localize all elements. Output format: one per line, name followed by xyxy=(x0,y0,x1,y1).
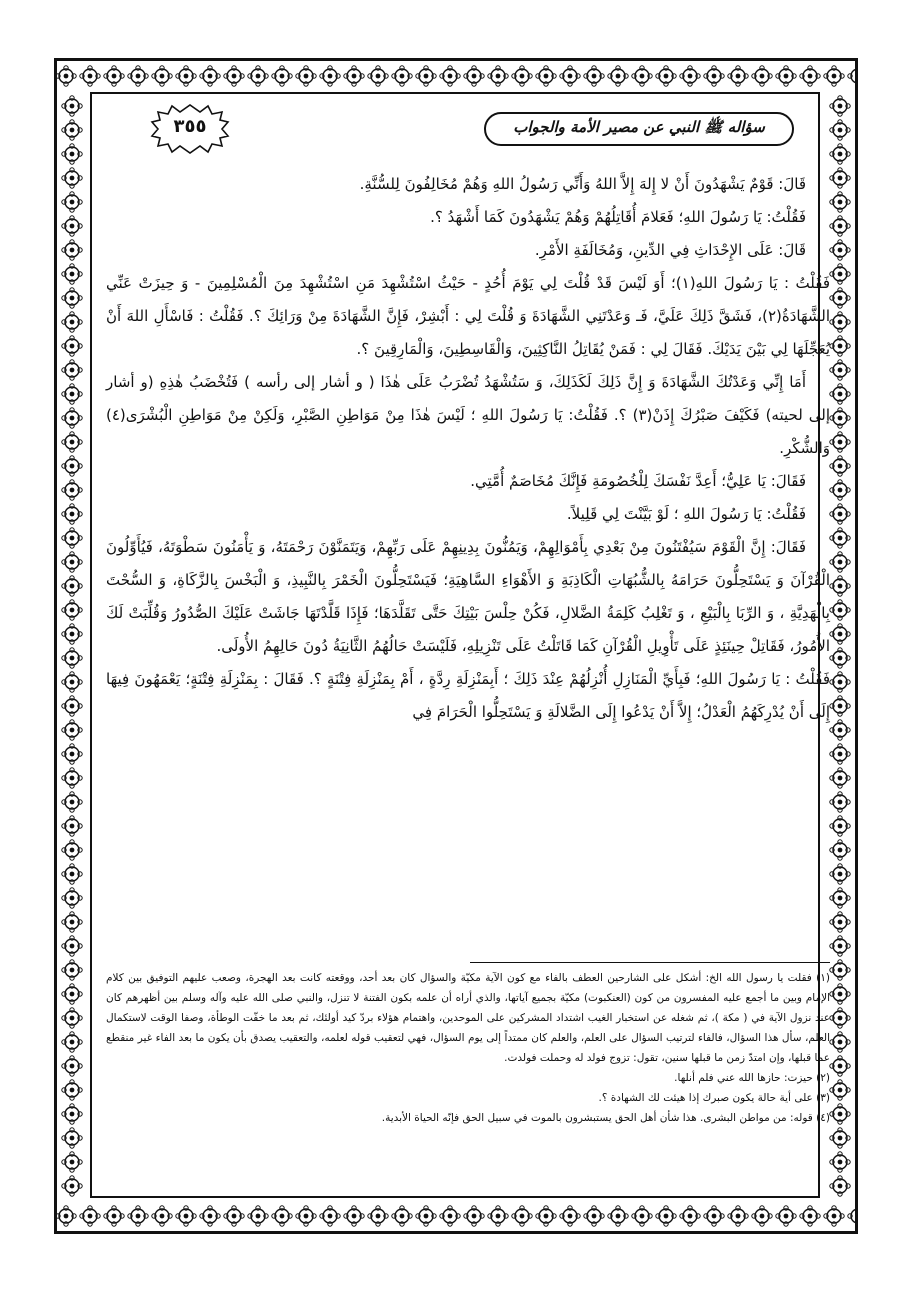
paragraph: فَقَالَ: إِنَّ الْقَوْمَ سَيُفْتَنُونَ مِنْ بَعْدِي بِأَمْوَالِهِمْ، وَيَمُنُّونَ بِدِينِهِمْ عَلَى رَبِّهِمْ، وَيَتَمَنَّوْنَ رَحْمَتَهُ، وَ يَأْمَنُونَ سَطْوَتَهُ، فَيُأَوِّلُونَ الْقُرْآنَ وَ يَسْتَحِلُّونَ حَرَامَهُ بِالشُّبُهَاتِ الْكَاذِبَةِ وَ الأَهْوَاءِ السَّاهِيَةِ؛ فَيَسْتَحِلُّونَ الْخَمْرَ بِالنَّبِيذِ، وَ الْبَخْسَ بِالزَّكَاةِ، وَ السُّحْتَ بِالْهَدِيَّةِ ، وَ الرِّبَا بِالْبَيْعِ ، وَ تَغْلِبُ كَلِمَةُ الضَّلالِ، فَكُنْ حِلْسَ بَيْتِكَ حَتَّى تَقَلَّدَهَا؛ فَإِذَا قَلَّدْتَهَا جَاشَتْ عَلَيْكَ الصُّدُورُ وَقُلِّبَتْ لَكَ الأُمُورُ، فَقَاتِلْ حِينَئِذٍ عَلَى تَأْوِيلِ الْقُرْآنِ كَمَا قَاتَلْتُ عَلَى تَنْزِيلِهِ، فَلَيْسَتْ حَالُهُمُ الثَّانِيَةُ دُونَ حَالِهِمُ الأُولَى. xyxy=(106,538,830,655)
running-header-title: سؤاله ﷺ النبي عن مصير الأمة والجواب xyxy=(513,118,765,136)
footnote: (٤) قوله: من مواطن البشرى. هذا شأن أهل الحق يستبشرون بالموت في سبيل الحق فإنّه الحياة الأبدية. xyxy=(381,1112,830,1124)
running-header xyxy=(484,112,794,146)
flower-ornament-icon xyxy=(54,94,90,1198)
paragraph: أَمَا إِنِّي وَعَدْتُكَ الشَّهَادَةَ وَ إِنَّ ذَلِكَ لَكَذَلِكَ، وَ سَتُشْهَدُ تُضْرَبُ عَلَى هٰذَا ( و أشار إلى رأسه ) فَتُخْضَبُ هٰذِهِ (و أشار إلى لحيته) فَكَيْفَ صَبْرُكَ إِذَنْ(٣) ؟. فَقُلْتُ: يَا رَسُولَ اللهِ ؛ لَيْسَ هٰذَا مِنْ مَوَاطِنِ الصَّبْرِ، وَلَكِنْ مِنْ مَوَاطِنِ الْبُشْرَى(٤) وَالشُّكْرِ. xyxy=(106,373,830,457)
page-number: ٣٥٥ xyxy=(173,116,207,137)
footnotes xyxy=(106,968,830,1128)
ornament-border-left xyxy=(54,94,90,1198)
paragraph: فَقَالَ: يَا عَلِيُّ؛ أَعِدَّ نَفْسَكَ لِلْخُصُومَةِ فَإِنَّكَ مُخَاصَمٌ أُمَّتِي. xyxy=(470,472,806,490)
footnote-separator xyxy=(470,962,830,963)
paragraph: فَقُلْتُ: يَا رَسُولَ اللهِ ؛ لَوْ بَيَّنْتَ لِي قَلِيلاً. xyxy=(566,505,806,523)
flower-ornament-icon xyxy=(54,58,858,94)
footnote: (٣) على أية حالة يكون صبرك إذا هيئت لك الشهادة ؟. xyxy=(598,1092,830,1104)
paragraph: قَالَ: قَوْمٌ يَشْهَدُونَ أَنْ لا إِلهَ إِلاَّ اللهُ وَأَنِّي رَسُولُ اللهِ وَهُمْ مُخَالِفُونَ لِلسُّنَّةِ. xyxy=(359,175,806,193)
paragraph: فَقُلْتُ: يَا رَسُولَ اللهِ؛ فَعَلامَ أُقَاتِلُهُمْ وَهُمْ يَشْهَدُونَ كَمَا أَشْهَدُ ؟. xyxy=(430,208,806,226)
main-text-body xyxy=(106,168,830,729)
ornament-border-top xyxy=(54,58,858,94)
footnote: (٢) حيزت: حازها الله عني فلم أنلها. xyxy=(674,1072,830,1084)
flower-ornament-icon xyxy=(54,1198,858,1234)
paragraph: فَقُلْتُ : يَا رَسُولَ اللهِ(١)؛ أَوَ لَيْسَ قَدْ قُلْتَ لِي يَوْمَ أُحُدٍ - حَيْثُ اسْتُشْهِدَ مَنِ اسْتُشْهِدَ مِنَ الْمُسْلِمِينَ - وَ حِيزَتْ عَنِّي الشَّهَادَةُ(٢)، فَشَقَّ ذَلِكَ عَلَيَّ، فَـ وَعَدْتَنِي الشَّهَادَةَ وَ قُلْتَ لِي : أَبْشِرْ، فَإِنَّ الشَّهَادَةَ مِنْ وَرَائِكَ ؟. فَقُلْتُ : فَاسْأَلِ اللهَ أَنْ يُعَجِّلَهَا لِي بَيْنَ يَدَيْكَ. فَقَالَ لِي : فَمَنْ يُقَاتِلُ النَّاكِثِينَ، وَالْقَاسِطِينَ، وَالْمَارِقِينَ ؟. xyxy=(106,274,831,358)
paragraph: قَالَ: عَلَى الإِحْدَاثِ فِي الدِّينِ، وَمُخَالَفَةِ الأَمْرِ. xyxy=(534,241,806,259)
paragraph: فَقُلْتُ : يَا رَسُولَ اللهِ؛ فَبِأَيِّ الْمَنَازِلِ أُنْزِلُهُمْ عِنْدَ ذَلِكَ ؛ أَبِمَنْزِلَةِ رِدَّةٍ ، أَمْ بِمَنْزِلَةِ فِتْنَةٍ ؟. فَقَالَ : بِمَنْزِلَةِ فِتْنَةٍ؛ يَعْمَهُونَ فِيهَا إِلَى أَنْ يُدْرِكَهُمُ الْعَدْلُ؛ إِلاَّ أَنْ يَدْعُوا إِلَى الضَّلالَةِ وَ يَسْتَحِلُّوا الْحَرَامَ فِي xyxy=(106,670,830,721)
footnote: (١) فقلت يا رسول الله الخ: أشكل على الشارحين العطف بالفاء مع كون الآية مكيّة والسؤال كان بعد أحد، ووقعته كانت بعد الهجرة، وصعب عليهم التوفيق بين كلام الإمام وبين ما أجمع عليه المفسرون من كون (العنكبوت) مكيّة بجميع آياتها، والذي أراه أن علمه بكون الفتنة لا تنزل، والنبي صلى الله عليه وآله وسلم بين أظهرهم كان عند نزول الآية في ( مكة )، ثم شغله عن استخبار الغيب اشتداد المشركين على الموحدين، واهتمام هؤلاء بردّ كيد أولئك، ثم بعد ما خفّت الوطأة، وصفا الوقت لاستكمال العلم، سأل هذا السؤال، فالفاء لترتيب السؤال على العلم، والعلم كان ممتداً إلى يوم السؤال، فهي لتعقيب قوله لعلمه، والتعقيب يصدق بأن يكون ما بعد الفاء غير منقطع عما قبلها، وإن امتدّ زمن ما قبلها سنين، تقول: تزوج فولد له وحملت فولدت. xyxy=(106,972,830,1064)
ornament-border-bottom xyxy=(54,1198,858,1234)
